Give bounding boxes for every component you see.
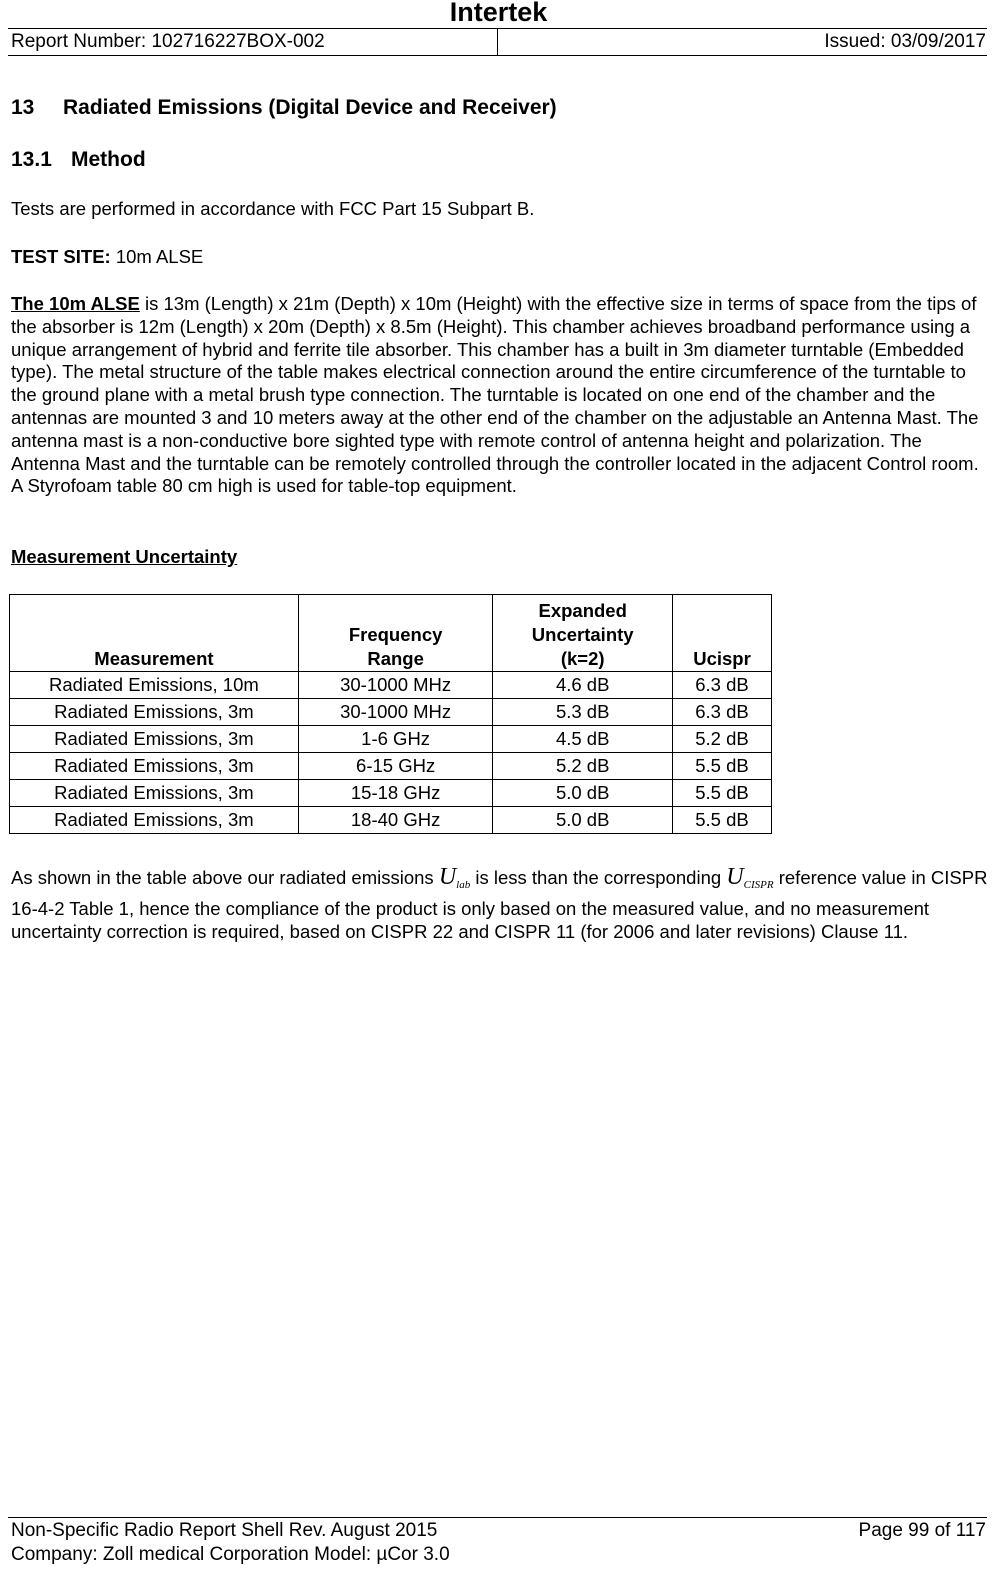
table-cell: 18-40 GHz [298,807,493,834]
section-number: 13 [11,96,35,119]
table-row [10,780,772,807]
test-site-label: TEST SITE: [11,246,111,267]
column-header-measurement: Measurement [10,595,299,672]
table-header-row [10,595,772,672]
header-rule-bottom [8,55,987,56]
table-cell: 5.0 dB [493,780,673,807]
section-title: Radiated Emissions (Digital Device and Receiver) [63,96,557,119]
table-cell: 5.5 dB [672,780,771,807]
conclusion-text-1: As shown in the table above our radiated emissions [11,867,439,888]
footer-company-model: Company: Zoll medical Corporation Model: µCor 3.0 [11,1544,450,1565]
table-cell: 15-18 GHz [298,780,493,807]
measurement-uncertainty-heading: Measurement Uncertainty [11,546,238,567]
chamber-description [11,293,991,498]
conclusion-paragraph [11,866,991,943]
table-row [10,672,772,699]
table-cell: Radiated Emissions, 10m [10,672,299,699]
conclusion-text-3: reference value in CISPR 16-4-2 Table 1, hence the compliance of the product is only based on the measured value, and no measurement uncertainty correction is required, based on CISPR 22 and CISPR 11 (for 2006 and later revisions) Clause 11. [11,867,988,942]
u-lab-symbol [439,864,470,890]
table-cell: 5.0 dB [493,807,673,834]
chamber-description-lead: The 10m ALSE [11,293,140,314]
table-cell: 5.2 dB [493,753,673,780]
footer-rule [8,1517,987,1518]
table-cell: 5.5 dB [672,753,771,780]
header-title: Intertek [449,0,548,27]
subsection-title: Method [71,148,146,171]
test-site-value: 10m ALSE [110,246,204,267]
u-cispr-main: U [726,864,744,890]
table-row [10,807,772,834]
table-cell: Radiated Emissions, 3m [10,753,299,780]
table-cell: Radiated Emissions, 3m [10,780,299,807]
subsection-heading [11,148,146,172]
table-cell: Radiated Emissions, 3m [10,726,299,753]
table-row [10,699,772,726]
footer-shell-revision: Non-Specific Radio Report Shell Rev. August 2015 [11,1520,438,1541]
test-site-line [11,246,203,269]
table-cell: 4.5 dB [493,726,673,753]
table-cell: 6.3 dB [672,699,771,726]
table-cell: 30-1000 MHz [298,699,493,726]
u-lab-subscript: lab [456,879,471,891]
subsection-number: 13.1 [11,148,52,171]
table-cell: 5.3 dB [493,699,673,726]
table-cell: 1-6 GHz [298,726,493,753]
table-row [10,726,772,753]
table-cell: 5.5 dB [672,807,771,834]
table-cell: 30-1000 MHz [298,672,493,699]
table-cell: 6.3 dB [672,672,771,699]
issued-date: Issued: 03/09/2017 [824,31,986,52]
table-cell: Radiated Emissions, 3m [10,699,299,726]
column-header-ucispr: Ucispr [672,595,771,672]
u-cispr-subscript: CISPR [743,879,774,891]
intro-paragraph: Tests are performed in accordance with FCC Part 15 Subpart B. [11,198,535,219]
u-cispr-symbol [726,864,773,890]
header-divider [497,29,498,55]
report-number: Report Number: 102716227BOX-002 [11,31,325,52]
table-cell: 6-15 GHz [298,753,493,780]
footer-page-number: Page 99 of 117 [858,1520,986,1541]
uncertainty-table [9,594,772,834]
table-row [10,753,772,780]
table-cell: 4.6 dB [493,672,673,699]
section-heading [11,96,557,120]
column-header-frequency-range: Frequency Range [298,595,493,672]
chamber-description-body: is 13m (Length) x 21m (Depth) x 10m (Height) with the effective size in terms of space from the tips of the absorber is 12m (Length) x 20m (Depth) x 8.5m (Height). This chamber achieves broadband performance using a unique arrangement of hybrid and ferrite tile absorber. This chamber has a built in 3m diameter turntable (Embedded type). The metal structure of the table makes electrical connection around the entire circumference of the turntable to the ground plane with a metal brush type connection. The turntable is located on one end of the chamber and the antennas are mounted 3 and 10 meters away at the other end of the chamber on the adjustable an Antenna Mast. The antenna mast is a non-conductive bore sighted type with remote control of antenna height and polarization. The Antenna Mast and the turntable can be remotely controlled through the controller located in the adjacent Control room. A Styrofoam table 80 cm high is used for table-top equipment. [11,293,979,497]
u-lab-main: U [438,864,457,890]
table-cell: Radiated Emissions, 3m [10,807,299,834]
column-header-expanded-uncertainty: Expanded Uncertainty (k=2) [493,595,673,672]
table-cell: 5.2 dB [672,726,771,753]
conclusion-text-2: is less than the corresponding [470,867,727,888]
